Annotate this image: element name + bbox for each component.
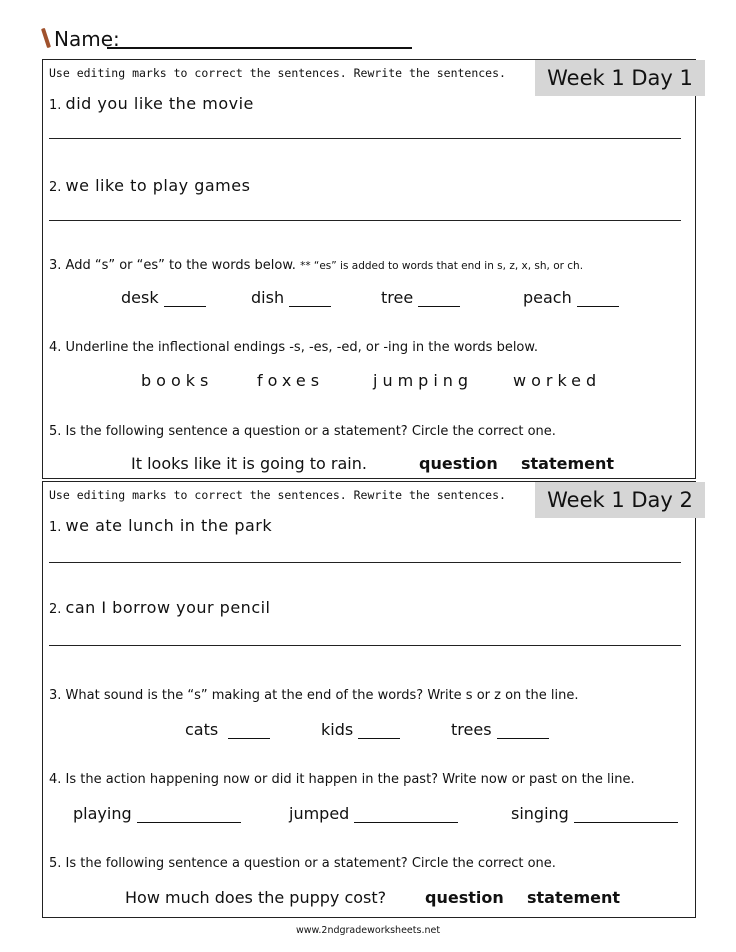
blank[interactable] xyxy=(574,822,678,823)
day2-q2 xyxy=(49,598,271,617)
day2-word-jumped: jumped xyxy=(289,804,458,823)
day1-section xyxy=(42,59,696,479)
day1-word-tree: tree xyxy=(381,288,460,307)
day1-word-desk: desk xyxy=(121,288,206,307)
day1-word-peach: peach xyxy=(523,288,619,307)
pencil-icon xyxy=(41,28,51,48)
blank[interactable] xyxy=(164,306,206,307)
day2-word-singing: singing xyxy=(511,804,678,823)
day2-word-trees: trees xyxy=(451,720,549,739)
blank[interactable] xyxy=(497,738,549,739)
blank[interactable] xyxy=(358,738,400,739)
day1-week-label: Week 1 Day 1 xyxy=(535,60,705,96)
day2-word-playing: playing xyxy=(73,804,241,823)
name-field-line[interactable] xyxy=(107,47,412,49)
day2-q4-text: 4. Is the action happening now or did it happen in the past? Write now or past on the line. xyxy=(49,772,635,787)
day1-q5-text: 5. Is the following sentence a question or a statement? Circle the correct one. xyxy=(49,424,556,439)
day2-q3-text: 3. What sound is the “s” making at the end of the words? Write s or z on the line. xyxy=(49,688,579,703)
day1-word-books[interactable]: books xyxy=(141,371,214,390)
day2-word-cats: cats xyxy=(185,720,270,739)
day1-q1 xyxy=(49,94,254,113)
day2-q1-write-line[interactable] xyxy=(49,562,681,563)
q2-sentence: we like to play games xyxy=(65,176,251,195)
day1-word-worked[interactable]: worked xyxy=(513,371,602,390)
day1-q2 xyxy=(49,176,250,195)
blank[interactable] xyxy=(354,822,458,823)
day2-option-statement[interactable]: statement xyxy=(527,888,621,907)
q3-note: ** “es” is added to words that end in s, z, x, sh, or ch. xyxy=(300,260,584,272)
day1-q2-write-line[interactable] xyxy=(49,220,681,221)
day1-option-statement[interactable]: statement xyxy=(521,454,615,473)
day1-word-dish: dish xyxy=(251,288,331,307)
day2-q2-write-line[interactable] xyxy=(49,645,681,646)
q1-number: 1. xyxy=(49,520,62,535)
blank[interactable] xyxy=(137,822,241,823)
day2-q1 xyxy=(49,516,272,535)
blank[interactable] xyxy=(418,306,460,307)
day2-section xyxy=(42,481,696,918)
blank[interactable] xyxy=(289,306,331,307)
blank[interactable] xyxy=(228,738,270,739)
footer-url: www.2ndgradeworksheets.net xyxy=(295,925,441,936)
day1-word-foxes[interactable]: foxes xyxy=(257,371,325,390)
day2-q5-sentence: How much does the puppy cost? xyxy=(125,888,387,907)
q2-number: 2. xyxy=(49,602,62,617)
day1-option-question[interactable]: question xyxy=(419,454,498,473)
day2-instructions: Use editing marks to correct the sentences. Rewrite the sentences. xyxy=(49,488,506,502)
q2-number: 2. xyxy=(49,180,62,195)
day1-q1-write-line[interactable] xyxy=(49,138,681,139)
blank[interactable] xyxy=(577,306,619,307)
day1-q4-text: 4. Underline the inflectional endings -s, -es, -ed, or -ing in the words below. xyxy=(49,340,538,355)
day1-q3 xyxy=(49,258,583,273)
q1-sentence: did you like the movie xyxy=(65,94,254,113)
day2-word-kids: kids xyxy=(321,720,400,739)
name-label: Name: xyxy=(54,27,120,51)
day1-q5-sentence: It looks like it is going to rain. xyxy=(131,454,367,473)
q1-number: 1. xyxy=(49,98,62,113)
q3-text: 3. Add “s” or “es” to the words below. xyxy=(49,258,296,273)
day2-option-question[interactable]: question xyxy=(425,888,504,907)
q1-sentence: we ate lunch in the park xyxy=(65,516,273,535)
day2-week-label: Week 1 Day 2 xyxy=(535,482,705,518)
q2-sentence: can I borrow your pencil xyxy=(65,598,271,617)
day1-word-jumping[interactable]: jumping xyxy=(373,371,474,390)
day2-q5-text: 5. Is the following sentence a question or a statement? Circle the correct one. xyxy=(49,856,556,871)
day1-instructions: Use editing marks to correct the sentences. Rewrite the sentences. xyxy=(49,66,506,80)
